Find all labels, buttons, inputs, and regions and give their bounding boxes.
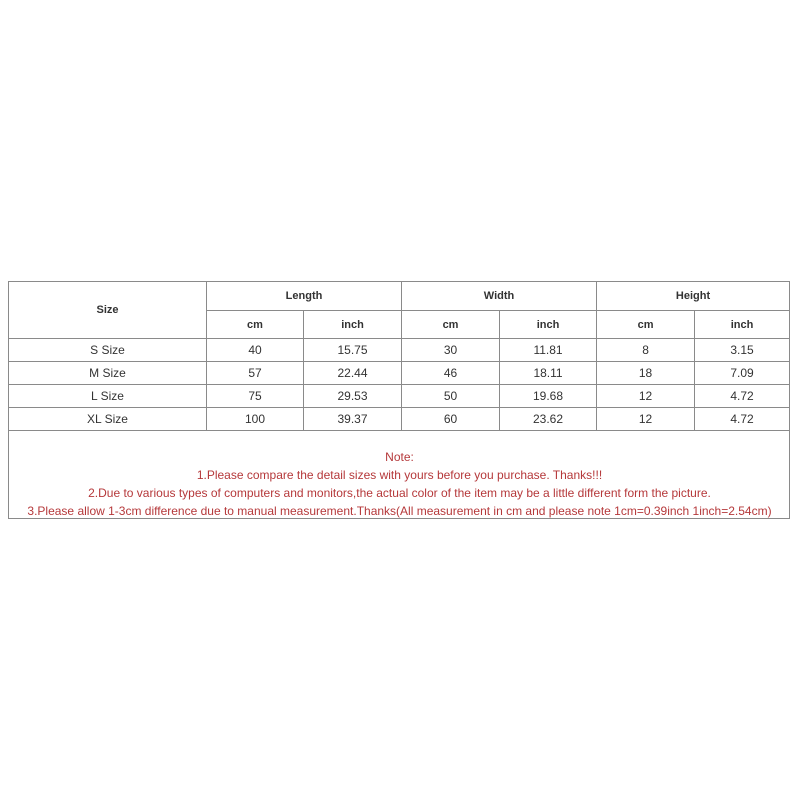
height-cm-cell: 12 bbox=[597, 408, 695, 431]
size-cell: L Size bbox=[9, 385, 207, 408]
width-inch-cell: 19.68 bbox=[500, 385, 597, 408]
length-cm-cell: 57 bbox=[207, 362, 304, 385]
height-inch-cell: 7.09 bbox=[695, 362, 790, 385]
note-section bbox=[9, 448, 790, 520]
length-header: Length bbox=[207, 282, 402, 311]
width-cm-cell: 60 bbox=[402, 408, 500, 431]
length-inch-header: inch bbox=[304, 311, 402, 339]
note-line-3: 3.Please allow 1-3cm difference due to manual measurement.Thanks(All measurement in cm and please note 1cm=0.39inch 1inch=2.54cm) bbox=[27, 504, 772, 518]
width-cm-cell: 46 bbox=[402, 362, 500, 385]
width-cm-header: cm bbox=[402, 311, 500, 339]
height-cm-header: cm bbox=[597, 311, 695, 339]
height-cm-cell: 8 bbox=[597, 339, 695, 362]
width-inch-cell: 11.81 bbox=[500, 339, 597, 362]
length-inch-cell: 29.53 bbox=[304, 385, 402, 408]
note-line-2: 2.Due to various types of computers and monitors,the actual color of the item may be a little different form the picture. bbox=[88, 486, 711, 500]
size-chart bbox=[8, 281, 790, 519]
width-inch-cell: 18.11 bbox=[500, 362, 597, 385]
height-inch-cell: 3.15 bbox=[695, 339, 790, 362]
width-cm-cell: 30 bbox=[402, 339, 500, 362]
height-cm-cell: 18 bbox=[597, 362, 695, 385]
length-cm-cell: 100 bbox=[207, 408, 304, 431]
table-row bbox=[9, 362, 790, 385]
width-header: Width bbox=[402, 282, 597, 311]
size-cell: M Size bbox=[9, 362, 207, 385]
height-inch-header: inch bbox=[695, 311, 790, 339]
height-inch-cell: 4.72 bbox=[695, 385, 790, 408]
size-table bbox=[8, 281, 790, 431]
height-inch-cell: 4.72 bbox=[695, 408, 790, 431]
width-cm-cell: 50 bbox=[402, 385, 500, 408]
width-inch-cell: 23.62 bbox=[500, 408, 597, 431]
note-line-1: 1.Please compare the detail sizes with yours before you purchase. Thanks!!! bbox=[196, 468, 603, 482]
table-row bbox=[9, 339, 790, 362]
note-title: Note: bbox=[385, 450, 414, 464]
size-cell: XL Size bbox=[9, 408, 207, 431]
group-header-row bbox=[9, 282, 790, 311]
length-cm-cell: 75 bbox=[207, 385, 304, 408]
size-column-header: Size bbox=[9, 282, 207, 339]
width-inch-header: inch bbox=[500, 311, 597, 339]
length-inch-cell: 39.37 bbox=[304, 408, 402, 431]
table-row bbox=[9, 408, 790, 431]
length-inch-cell: 22.44 bbox=[304, 362, 402, 385]
height-header: Height bbox=[597, 282, 790, 311]
size-cell: S Size bbox=[9, 339, 207, 362]
length-cm-header: cm bbox=[207, 311, 304, 339]
length-cm-cell: 40 bbox=[207, 339, 304, 362]
length-inch-cell: 15.75 bbox=[304, 339, 402, 362]
table-row bbox=[9, 385, 790, 408]
height-cm-cell: 12 bbox=[597, 385, 695, 408]
